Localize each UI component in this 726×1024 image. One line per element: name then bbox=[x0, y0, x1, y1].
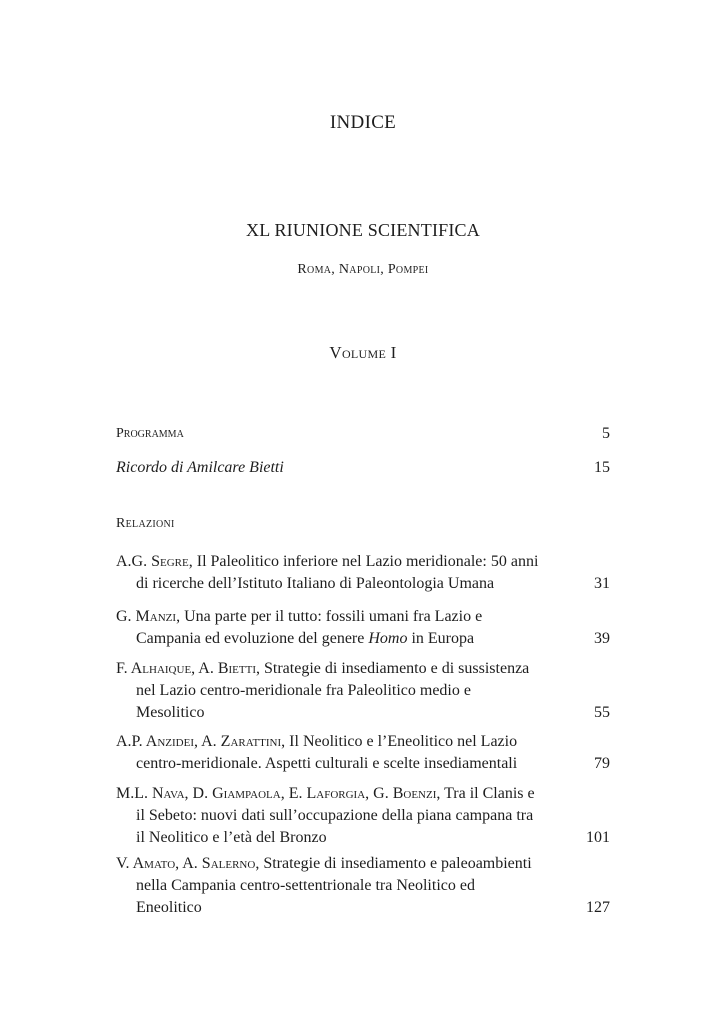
toc-authors: G. Manzi bbox=[116, 608, 177, 625]
toc-title: , Strategie di insediamento e di sussistenza nel Lazio centro-meridionale fra Paleolitico medio e Mesolitico bbox=[136, 660, 530, 721]
toc-page-number: 79 bbox=[594, 755, 610, 772]
toc-page-number: 55 bbox=[594, 704, 610, 721]
toc-title: , Tra il Clanis e il Sebeto: nuovi dati sull’occupazione della piana campana tra il Neolitico e l’età del Bronzo bbox=[136, 785, 535, 846]
toc-page-number: 127 bbox=[586, 899, 610, 916]
toc-authors: F. Alhaique, A. Bietti bbox=[116, 660, 256, 677]
toc-page-number: 31 bbox=[594, 575, 610, 592]
meeting-places: Roma, Napoli, Pompei bbox=[297, 262, 429, 277]
toc-entry[interactable] bbox=[116, 731, 610, 775]
toc-entry[interactable] bbox=[116, 853, 610, 919]
toc-entry-text: Ricordo di Amilcare Bietti bbox=[116, 459, 284, 476]
toc-authors: A.P. Anzidei, A. Zarattini bbox=[116, 733, 282, 750]
toc-authors: M.L. Nava, D. Giampaola, E. Laforgia, G. Boenzi bbox=[116, 785, 437, 802]
toc-entry[interactable] bbox=[116, 658, 610, 724]
section-heading: Relazioni bbox=[116, 516, 175, 531]
toc-page-number: 101 bbox=[586, 829, 610, 846]
toc-entry[interactable] bbox=[116, 783, 610, 849]
volume-label: Volume I bbox=[329, 343, 397, 362]
meeting-title: XL RIUNIONE SCIENTIFICA bbox=[246, 220, 480, 240]
toc-title: , Una parte per il tutto: fossili umani fra Lazio e Campania ed evoluzione del genere bbox=[136, 608, 483, 647]
toc-authors: V. Amato, A. Salerno bbox=[116, 855, 256, 872]
toc-entry-programma[interactable] bbox=[116, 423, 610, 445]
toc-title: , Il Neolitico e l’Eneolitico nel Lazio centro-meridionale. Aspetti culturali e scelte insediamentali bbox=[136, 733, 518, 772]
toc-entry[interactable] bbox=[116, 606, 610, 650]
toc-title-italic: Homo bbox=[368, 630, 408, 647]
toc-entry-ricordo[interactable] bbox=[116, 457, 610, 479]
toc-entry[interactable] bbox=[116, 551, 610, 595]
toc-title: , Il Paleolitico inferiore nel Lazio meridionale: 50 anni di ricerche dell’Istituto Italiano di Paleontologia Umana bbox=[136, 553, 539, 592]
toc-title: in Europa bbox=[407, 630, 475, 647]
toc-title: , Strategie di insediamento e paleoambienti nella Campania centro-settentrionale tra Neolitico ed Eneolitico bbox=[136, 855, 532, 916]
toc-page-number: 5 bbox=[602, 425, 610, 442]
toc-page-number: 15 bbox=[594, 459, 610, 476]
toc-entry-text: Programma bbox=[116, 426, 184, 441]
index-title: INDICE bbox=[329, 112, 397, 133]
toc-page-number: 39 bbox=[594, 630, 610, 647]
toc-authors: A.G. Segre bbox=[116, 553, 189, 570]
